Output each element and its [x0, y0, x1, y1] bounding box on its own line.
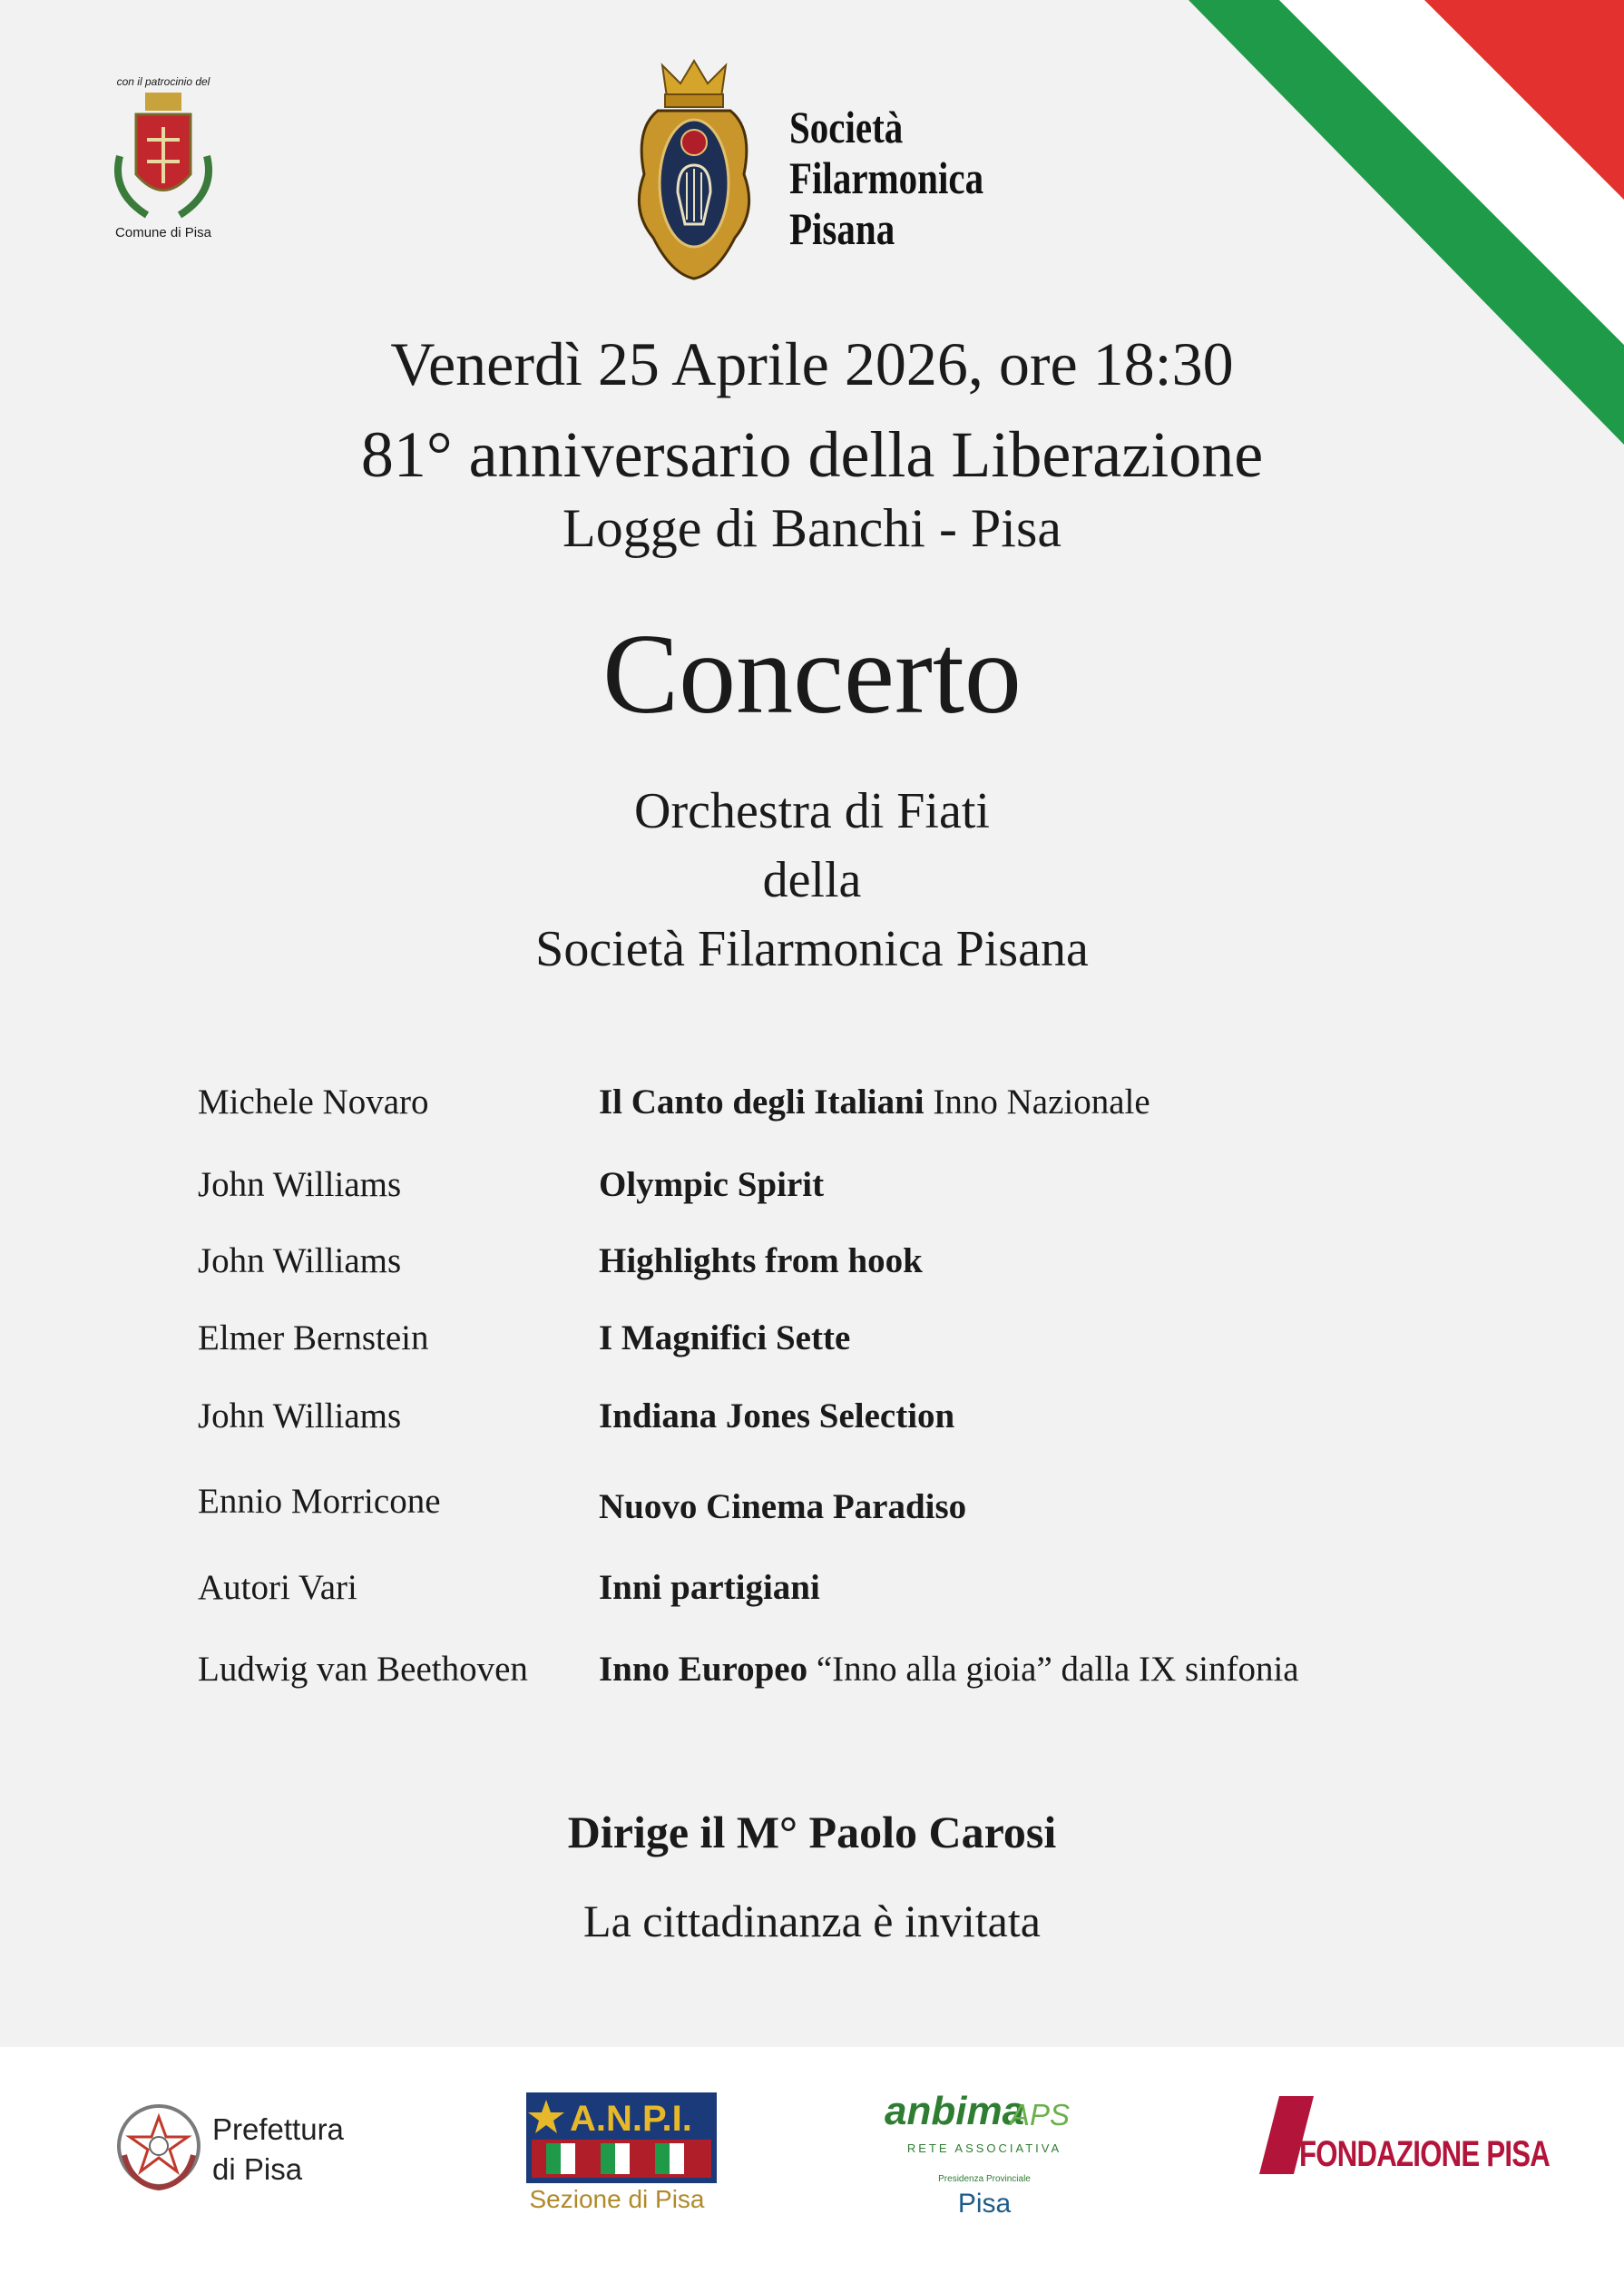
- program-piece: [599, 1164, 824, 1205]
- anbima-suffix: APS: [1010, 2098, 1071, 2131]
- anbima-presidency: Presidenza Provinciale: [938, 2174, 1031, 2184]
- program-title: Highlights from hook: [599, 1241, 923, 1280]
- program-composer: John Williams: [198, 1165, 402, 1204]
- program-piece: [599, 1318, 850, 1358]
- program-composer: Ludwig van Beethoven: [198, 1650, 528, 1689]
- program-piece: [599, 1396, 954, 1436]
- organizer-line-3: Pisana: [789, 203, 895, 254]
- anbima-city: Pisa: [957, 2189, 1012, 2219]
- ensemble-line-1: Orchestra di Fiati: [634, 783, 990, 839]
- anbima-network: RETE ASSOCIATIVA: [906, 2141, 1062, 2155]
- program-piece: [599, 1567, 820, 1608]
- program-piece: [599, 1240, 923, 1281]
- anpi-name: A.N.P.I.: [570, 2099, 692, 2139]
- program-title: Inno Europeo: [599, 1650, 808, 1689]
- program-composer: Autori Vari: [198, 1568, 357, 1607]
- program-title: Indiana Jones Selection: [599, 1396, 955, 1435]
- program-composer: Michele Novaro: [198, 1083, 429, 1122]
- filarmonica-crest-icon: [631, 56, 758, 283]
- fondazione-pisa-label: FONDAZIONE PISA: [1299, 2134, 1551, 2174]
- event-occasion: 81° anniversario della Liberazione: [360, 418, 1264, 491]
- program-note: “Inno alla gioia” dalla IX sinfonia: [807, 1650, 1299, 1689]
- prefettura-line-2: di Pisa: [212, 2152, 303, 2186]
- conductor: Dirige il M° Paolo Carosi: [567, 1807, 1057, 1857]
- program-title: Inni partigiani: [599, 1568, 820, 1607]
- event-date: Venerdì 25 Aprile 2026, ore 18:30: [390, 329, 1234, 398]
- program-note: Inno Nazionale: [924, 1083, 1150, 1122]
- prefettura-line-1: Prefettura: [212, 2112, 344, 2146]
- organizer-line-2: Filarmonica: [789, 152, 984, 203]
- prefettura-label: [212, 2110, 344, 2190]
- organizer-line-1: Società: [789, 102, 904, 152]
- ensemble-line-3: Società Filarmonica Pisana: [535, 921, 1089, 977]
- italian-republic-emblem-icon: [113, 2101, 204, 2191]
- program-composer: Ennio Morricone: [198, 1482, 441, 1521]
- anbima-name: anbima: [885, 2089, 1025, 2133]
- program-title: Nuovo Cinema Paradiso: [599, 1487, 967, 1526]
- program-title: Olympic Spirit: [599, 1165, 825, 1204]
- program-composer: John Williams: [198, 1241, 402, 1280]
- ensemble-line-2: della: [762, 852, 862, 908]
- program-composer: Elmer Bernstein: [198, 1318, 429, 1357]
- comune-di-pisa-crest-icon: [111, 93, 216, 220]
- organizer-logo-text: [789, 102, 983, 254]
- program-piece: [599, 1649, 1299, 1690]
- program-title: Il Canto degli Italiani: [599, 1083, 925, 1122]
- invitation: La cittadinanza è invitata: [583, 1896, 1041, 1946]
- anpi-section-label: Sezione di Pisa: [529, 2185, 705, 2213]
- program-piece: [599, 1082, 1150, 1122]
- program-title: I Magnifici Sette: [599, 1318, 851, 1357]
- event-place: Logge di Banchi - Pisa: [563, 498, 1061, 558]
- patronage-caption: con il patrocinio del: [116, 75, 210, 88]
- concert-title: Concerto: [602, 612, 1022, 738]
- program-piece: [599, 1486, 966, 1527]
- anpi-logo: [526, 2092, 717, 2183]
- program-composer: John Williams: [198, 1396, 402, 1435]
- comune-di-pisa-label: Comune di Pisa: [115, 225, 211, 240]
